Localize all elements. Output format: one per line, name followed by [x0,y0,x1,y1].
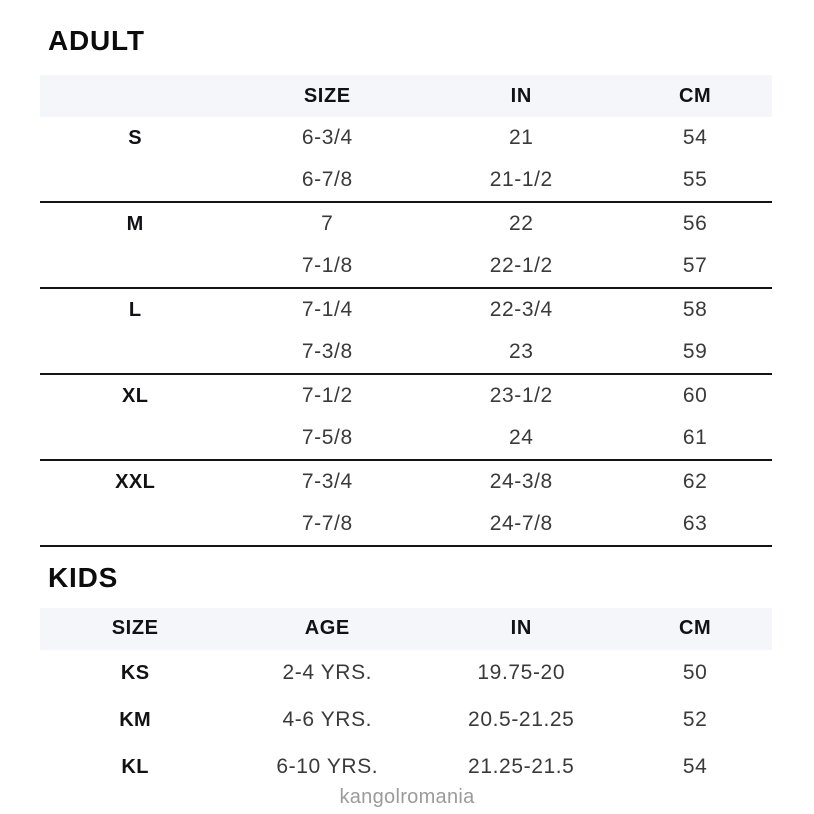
adult-group-l [40,289,772,375]
size-label: S [128,126,143,149]
cm-value: 55 [682,168,708,192]
in-value: 24 [508,426,534,450]
kids-header-size: SIZE [111,617,159,640]
cm-value: 50 [682,661,708,685]
table-row [40,331,772,373]
in-value: 23 [508,340,534,364]
adult-table-header-row [40,75,772,117]
cm-value: 54 [682,755,708,779]
table-row [40,503,772,545]
cm-value: 57 [682,254,708,278]
size-value: 6-7/8 [301,168,353,192]
size-value: 7-1/8 [301,254,353,278]
cm-value: 58 [682,298,708,322]
age-value: 6-10 YRS. [276,755,379,779]
adult-group-xl [40,375,772,461]
adult-size-table [40,75,772,547]
size-label: KM [119,708,152,731]
size-label: XL [121,384,149,407]
cm-value: 56 [682,212,708,236]
size-value: 7-7/8 [301,512,353,536]
adult-group-s [40,117,772,203]
table-row [40,289,772,331]
table-row [40,417,772,459]
table-row [40,461,772,503]
kids-header-cm: CM [678,617,712,640]
adult-header-size: SIZE [303,84,351,107]
size-value: 7-5/8 [301,426,353,450]
adult-group-m [40,203,772,289]
size-value: 7-1/2 [301,384,353,408]
table-row [40,375,772,417]
size-value: 7-1/4 [301,298,353,322]
kids-table-header-row [40,608,772,650]
size-value: 7-3/4 [301,470,353,494]
table-row [40,650,772,697]
cm-value: 63 [682,512,708,536]
table-row [40,245,772,287]
in-value: 23-1/2 [489,384,553,408]
size-label: L [128,298,142,321]
in-value: 22-1/2 [489,254,553,278]
table-row [40,697,772,744]
in-value: 19.75-20 [477,661,566,685]
size-label: KL [121,755,149,778]
size-label: M [126,212,144,235]
kids-section-title: KIDS [48,562,119,594]
size-value: 7-3/8 [301,340,353,364]
size-value: 6-3/4 [301,126,353,150]
size-value: 7 [321,212,334,236]
cm-value: 61 [682,426,708,450]
in-value: 20.5-21.25 [468,708,575,732]
in-value: 21-1/2 [489,168,553,192]
age-value: 2-4 YRS. [282,661,373,685]
kids-header-age: AGE [304,617,350,640]
cm-value: 59 [682,340,708,364]
in-value: 22 [508,212,534,236]
table-row [40,159,772,201]
cm-value: 62 [682,470,708,494]
age-value: 4-6 YRS. [282,708,373,732]
adult-section-title: ADULT [48,25,145,56]
watermark-text: kangolromania [339,786,475,808]
in-value: 24-7/8 [489,512,553,536]
table-row [40,117,772,159]
in-value: 24-3/8 [489,470,553,494]
in-value: 21.25-21.5 [468,755,575,779]
adult-group-xxl [40,461,772,547]
kids-size-table [40,608,772,791]
in-value: 21 [508,126,534,150]
adult-header-in: IN [510,84,532,107]
size-label: KS [120,661,150,684]
kids-header-in: IN [510,617,532,640]
cm-value: 60 [682,384,708,408]
table-row [40,744,772,791]
adult-header-cm: CM [678,84,712,107]
size-label: XXL [115,470,156,493]
table-row [40,203,772,245]
cm-value: 52 [682,708,708,732]
cm-value: 54 [682,126,708,150]
in-value: 22-3/4 [489,298,553,322]
